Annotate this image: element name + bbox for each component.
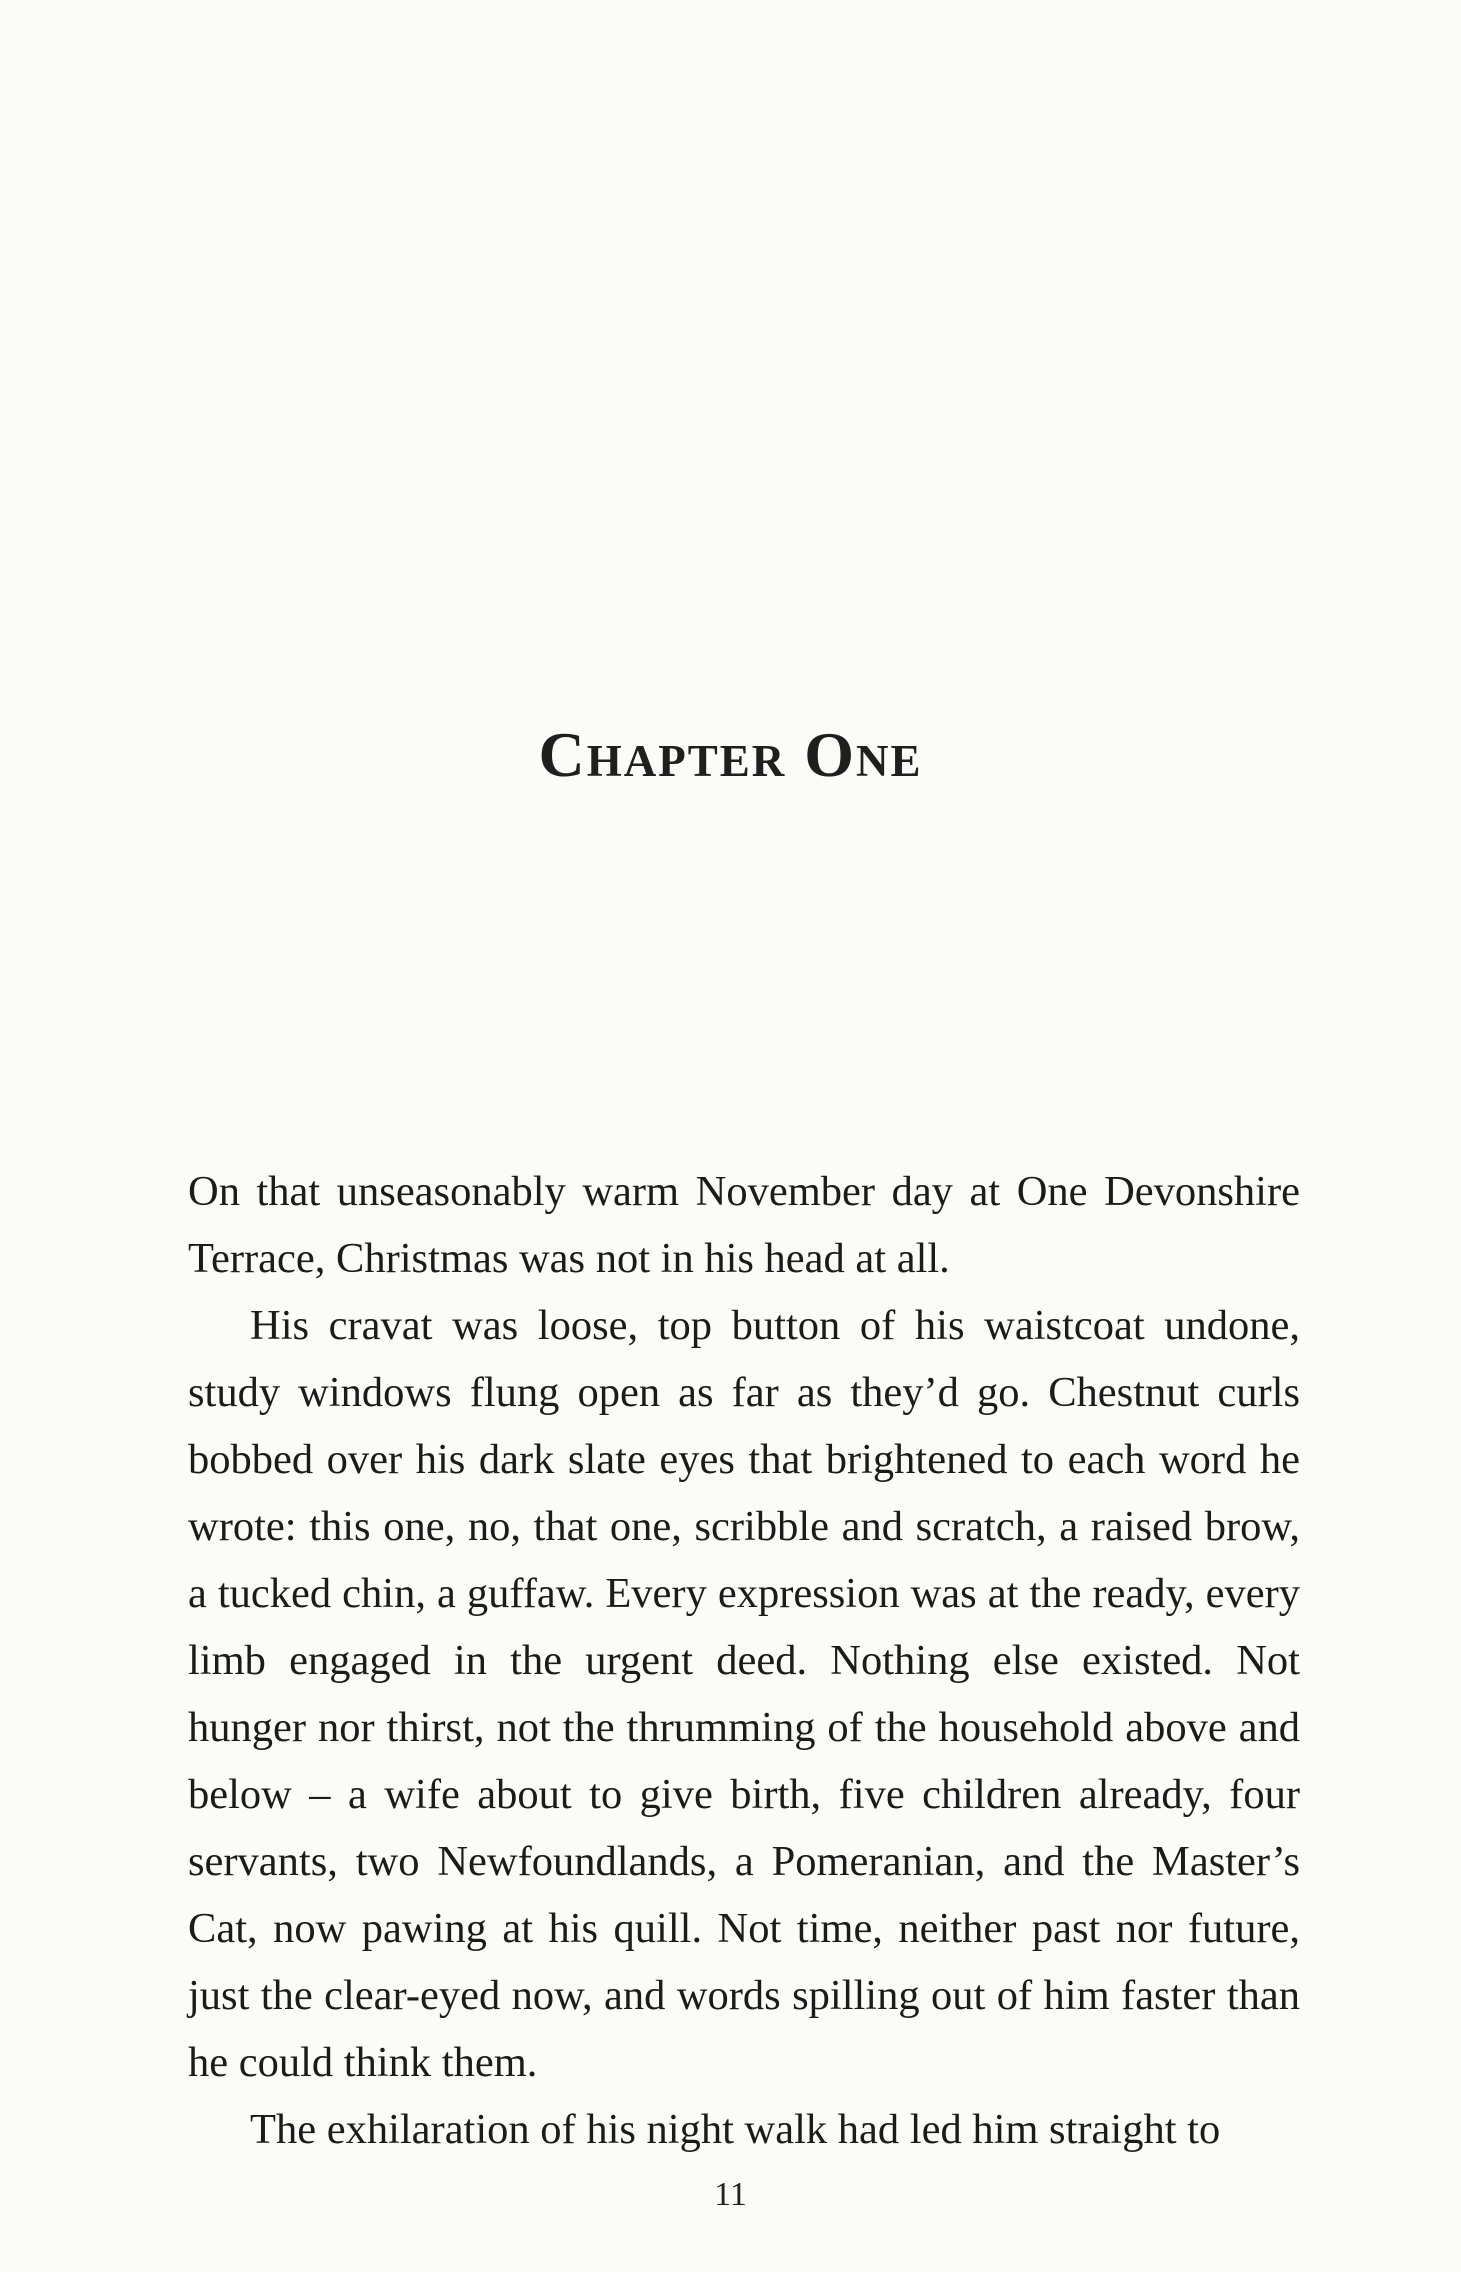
paragraph-1: On that unseasonably warm November day at One Devonshire Terrace, Christmas was not in his head at all. [188,1168,1300,1282]
paragraph-2: His cravat was loose, top button of his waistcoat undone, study windows flung open as far as they’d go. Chestnut curls bobbed over his dark slate eyes that brightened to each word he wrote: this one, no, that one, scribble and scratch, a raised brow, a tucked chin, a guffaw. Every expression was at the ready, every limb engaged in the urgent deed. Nothing else existed. Not hunger nor thirst, not the thrumming of the household above and below – a wife about to give birth, five children already, four servants, two Newfoundlands, a Pomeranian, and the Master’s Cat, now pawing at his quill. Not time, neither past nor future, just the clear-eyed now, and words spilling out of him faster than he could think them. [188,1302,1300,2086]
chapter-title: Chapter One [538,718,923,790]
paragraph-3: The exhilaration of his night walk had led him straight to [250,2106,1221,2153]
body-text [188,1158,1300,2163]
page-number: 11 [714,2176,747,2213]
